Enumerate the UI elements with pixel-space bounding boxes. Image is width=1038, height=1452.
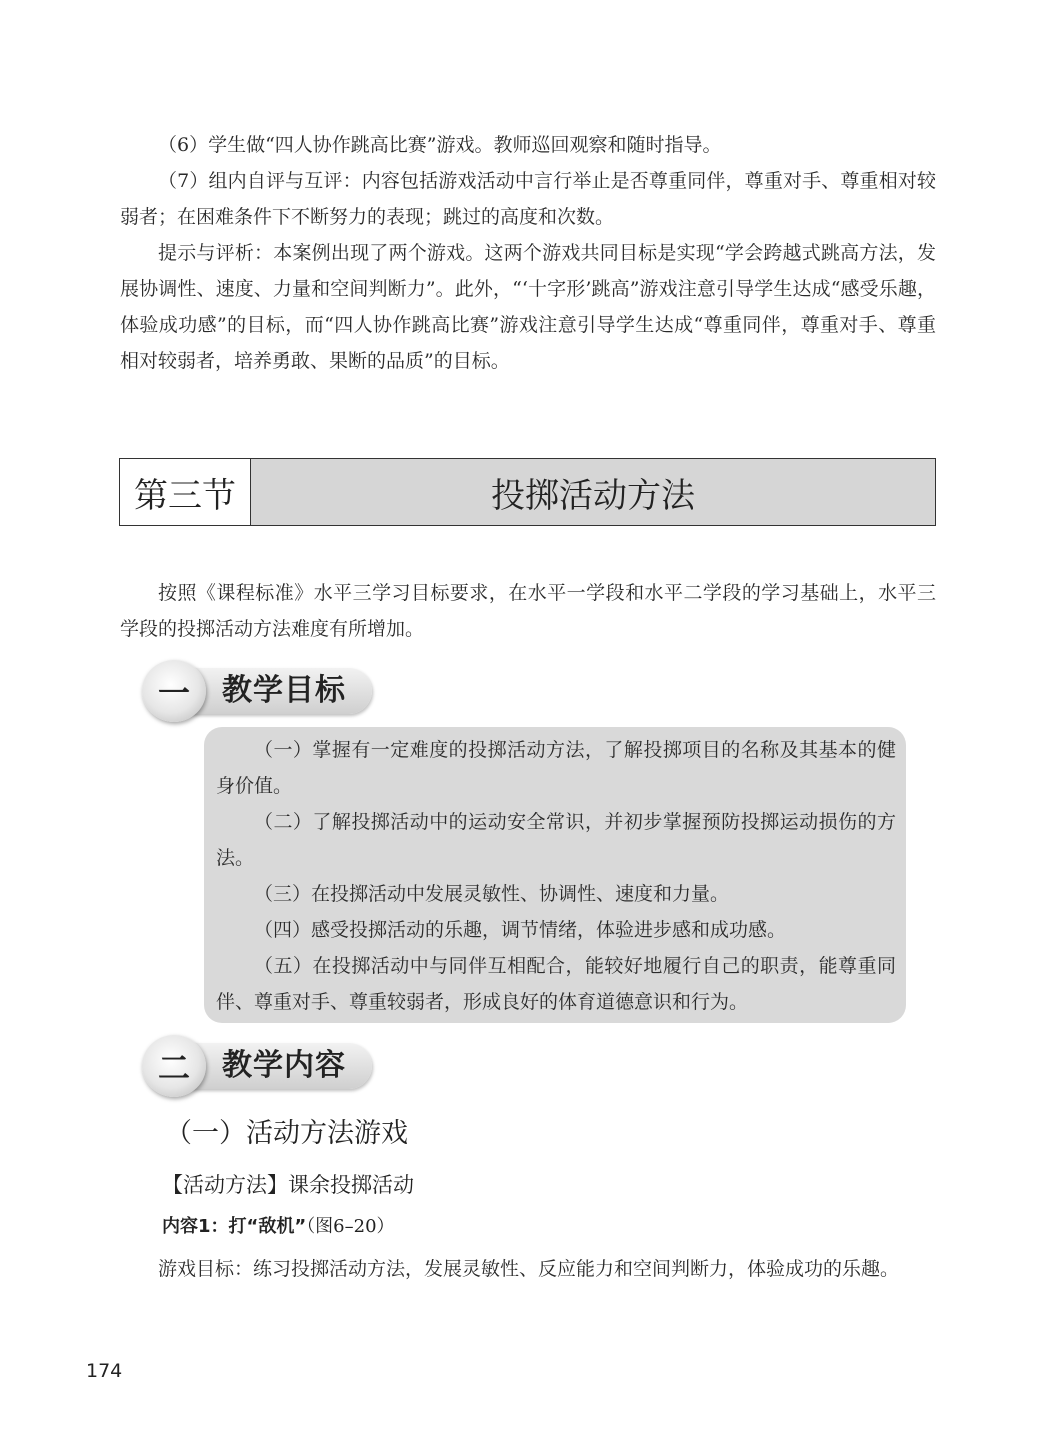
paragraph-step-6: （6）学生做“四人协作跳高比赛”游戏。教师巡回观察和随时指导。 <box>158 134 722 156</box>
heading-teaching-content <box>142 1035 382 1095</box>
goal-item: （五）在投掷活动中与同伴互相配合，能较好地履行自己的职责，能尊重同伴、尊重对手、尊重较弱者，形成良好的体育道德意识和行为。 <box>216 955 896 1013</box>
subheading-activity-games: （一）活动方法游戏 <box>165 1118 408 1149</box>
heading-teaching-goals <box>142 660 382 720</box>
content-label: 内容1：打“敌机” <box>162 1216 307 1237</box>
activity-method-heading: 【活动方法】课余投掷活动 <box>162 1173 414 1197</box>
goals-box <box>204 727 906 1023</box>
game-goal-paragraph: 游戏目标：练习投掷活动方法，发展灵敏性、反应能力和空间判断力，体验成功的乐趣。 <box>158 1258 900 1280</box>
heading-label: 教学内容 <box>222 1048 346 1083</box>
paragraph-comment: 提示与评析：本案例出现了两个游戏。这两个游戏共同目标是实现“学会跨越式跳高方法，发展协调性、速度、力量和空间判断力”。此外，“‘十字形’跳高”游戏注意引导学生达成“感受乐趣，体验成功感”的目标，而“四人协作跳高比赛”游戏注意引导学生达成“尊重同伴，尊重对手、尊重相对较弱者，培养勇敢、果断的品质”的目标。 <box>120 242 936 372</box>
content-item-heading <box>162 1212 395 1242</box>
page-number: 174 <box>86 1360 123 1382</box>
section-banner <box>119 458 936 526</box>
goal-item: （四）感受投掷活动的乐趣，调节情绪，体验进步感和成功感。 <box>254 919 787 941</box>
section-number: 第三节 <box>120 459 251 525</box>
section-title: 投掷活动方法 <box>491 475 695 516</box>
heading-label: 教学目标 <box>222 673 346 708</box>
heading-numeral: 二 <box>142 1035 206 1097</box>
intro-paragraph: 按照《课程标准》水平三学习目标要求，在水平一学段和水平二学段的学习基础上，水平三学段的投掷活动方法难度有所增加。 <box>120 582 936 640</box>
goal-item: （二）了解投掷活动中的运动安全常识，并初步掌握预防投掷运动损伤的方法。 <box>216 811 896 869</box>
heading-numeral: 一 <box>142 660 206 722</box>
paragraph-step-7: （7）组内自评与互评：内容包括游戏活动中言行举止是否尊重同伴，尊重对手、尊重相对较弱者；在困难条件下不断努力的表现；跳过的高度和次数。 <box>120 170 936 228</box>
goal-item: （一）掌握有一定难度的投掷活动方法，了解投掷项目的名称及其基本的健身价值。 <box>216 739 896 797</box>
goal-item: （三）在投掷活动中发展灵敏性、协调性、速度和力量。 <box>254 883 730 905</box>
figure-reference: （图6–20） <box>306 1216 395 1237</box>
